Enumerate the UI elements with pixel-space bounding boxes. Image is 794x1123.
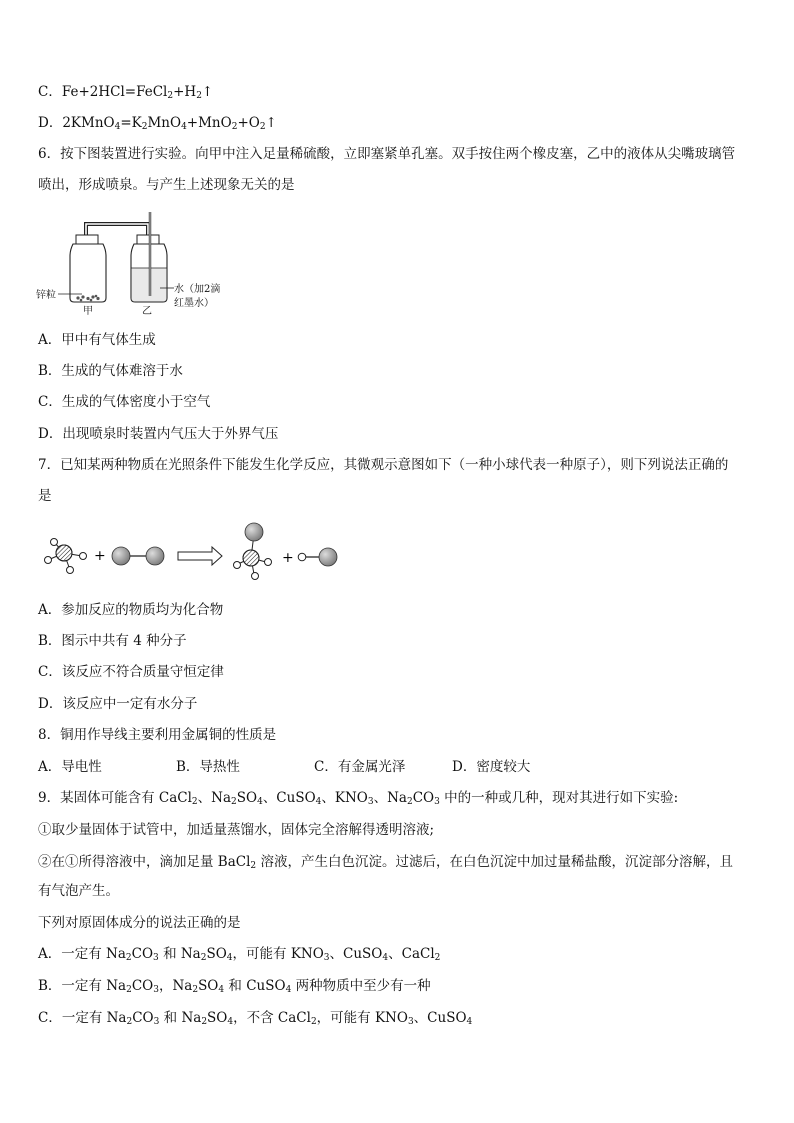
plus-sign-2: + bbox=[282, 550, 294, 566]
q8-option-a: A．导电性 bbox=[38, 759, 102, 775]
q8-options-row bbox=[38, 757, 764, 777]
q6-apparatus-figure bbox=[36, 210, 236, 318]
q8-stem: 8．铜用作导线主要利用金属铜的性质是 bbox=[38, 727, 277, 743]
q6-option-a: A．甲中有气体生成 bbox=[38, 332, 156, 348]
q6-stem-line2: 喷出，形成喷泉。与产生上述现象无关的是 bbox=[38, 177, 295, 193]
q7-stem-line1: 7．已知某两种物质在光照条件下能发生化学反应，其微观示意图如下（一种小球代表一种原子），则下列说法正确的 bbox=[38, 457, 729, 473]
q5-option-d: D．$2KMnO_4=K_2MnO_4+MnO_2+O_2↑$ bbox=[38, 115, 277, 132]
q7-option-d: D．该反应中一定有水分子 bbox=[38, 696, 198, 712]
methane-molecule bbox=[45, 539, 87, 574]
q7-reaction-figure bbox=[36, 520, 356, 582]
chloromethane-molecule bbox=[234, 523, 272, 580]
q9-step1: ①取少量固体于试管中，加适量蒸馏水，固体完全溶解得透明溶液; bbox=[38, 822, 435, 838]
q9-step2-line1: ②在①所得溶液中，滴加足量 BaCl$_2$ 溶液，产生白色沉淀。过滤后，在白色沉淀中加过量稀盐酸，沉淀部分溶解，且 bbox=[38, 854, 733, 871]
hydrogen-chloride-molecule bbox=[298, 548, 337, 566]
q9-stem: 9．某固体可能含有 CaCl$_2$、$Na_2SO_4$、CuSO$_4$、$KNO_3$、$Na_2CO_3$ 中的一种或几种，现对其进行如下实验: bbox=[38, 790, 679, 807]
q7-stem-line2: 是 bbox=[38, 488, 52, 504]
q7-option-c: C．该反应不符合质量守恒定律 bbox=[38, 664, 224, 680]
q6-stem-line1: 6．按下图装置进行实验。向甲中注入足量稀硫酸，立即塞紧单孔塞。双手按住两个橡皮塞，乙中的液体从尖嘴玻璃管 bbox=[38, 146, 736, 162]
q9-question: 下列对原固体成分的说法正确的是 bbox=[38, 915, 241, 931]
q9-option-c: C．一定有 $Na_2CO_3$ 和 $Na_2SO_4$，不含 CaCl$_2$，可能有 $KNO_3$、CuSO$_4$ bbox=[38, 1010, 473, 1027]
q9-option-a: A．一定有 $Na_2CO_3$ 和 $Na_2SO_4$，可能有 $KNO_3$、CuSO$_4$、CaCl$_2$ bbox=[38, 946, 441, 963]
q6-option-d: D．出现喷泉时装置内气压大于外界气压 bbox=[38, 426, 279, 442]
label-yi: 乙 bbox=[142, 306, 152, 317]
reaction-arrow bbox=[178, 547, 222, 565]
q5-option-c: C．$Fe+2HCl=FeCl_2+H_2↑$ bbox=[38, 84, 214, 101]
q8-option-d: D．密度较大 bbox=[452, 759, 531, 775]
chlorine-molecule bbox=[112, 547, 164, 565]
q8-option-b: B．导热性 bbox=[176, 759, 240, 775]
q8-option-c: C．有金属光泽 bbox=[314, 759, 406, 775]
q9-option-b: B．一定有 $Na_2CO_3$，$Na_2SO_4$ 和 CuSO$_4$ 两种物质中至少有一种 bbox=[38, 978, 431, 995]
q7-option-b: B．图示中共有 4 种分子 bbox=[38, 633, 187, 649]
label-water-line2: 红墨水） bbox=[174, 298, 214, 309]
label-zinc: 锌粒 bbox=[36, 290, 56, 301]
label-jia: 甲 bbox=[83, 306, 93, 317]
q6-option-b: B．生成的气体难溶于水 bbox=[38, 363, 183, 379]
q6-option-c: C．生成的气体密度小于空气 bbox=[38, 394, 211, 410]
q7-option-a: A．参加反应的物质均为化合物 bbox=[38, 602, 224, 618]
label-water-line1: 水（加2滴 bbox=[174, 284, 221, 295]
plus-sign-1: + bbox=[94, 548, 106, 564]
q9-step2-line2: 有气泡产生。 bbox=[38, 883, 119, 899]
